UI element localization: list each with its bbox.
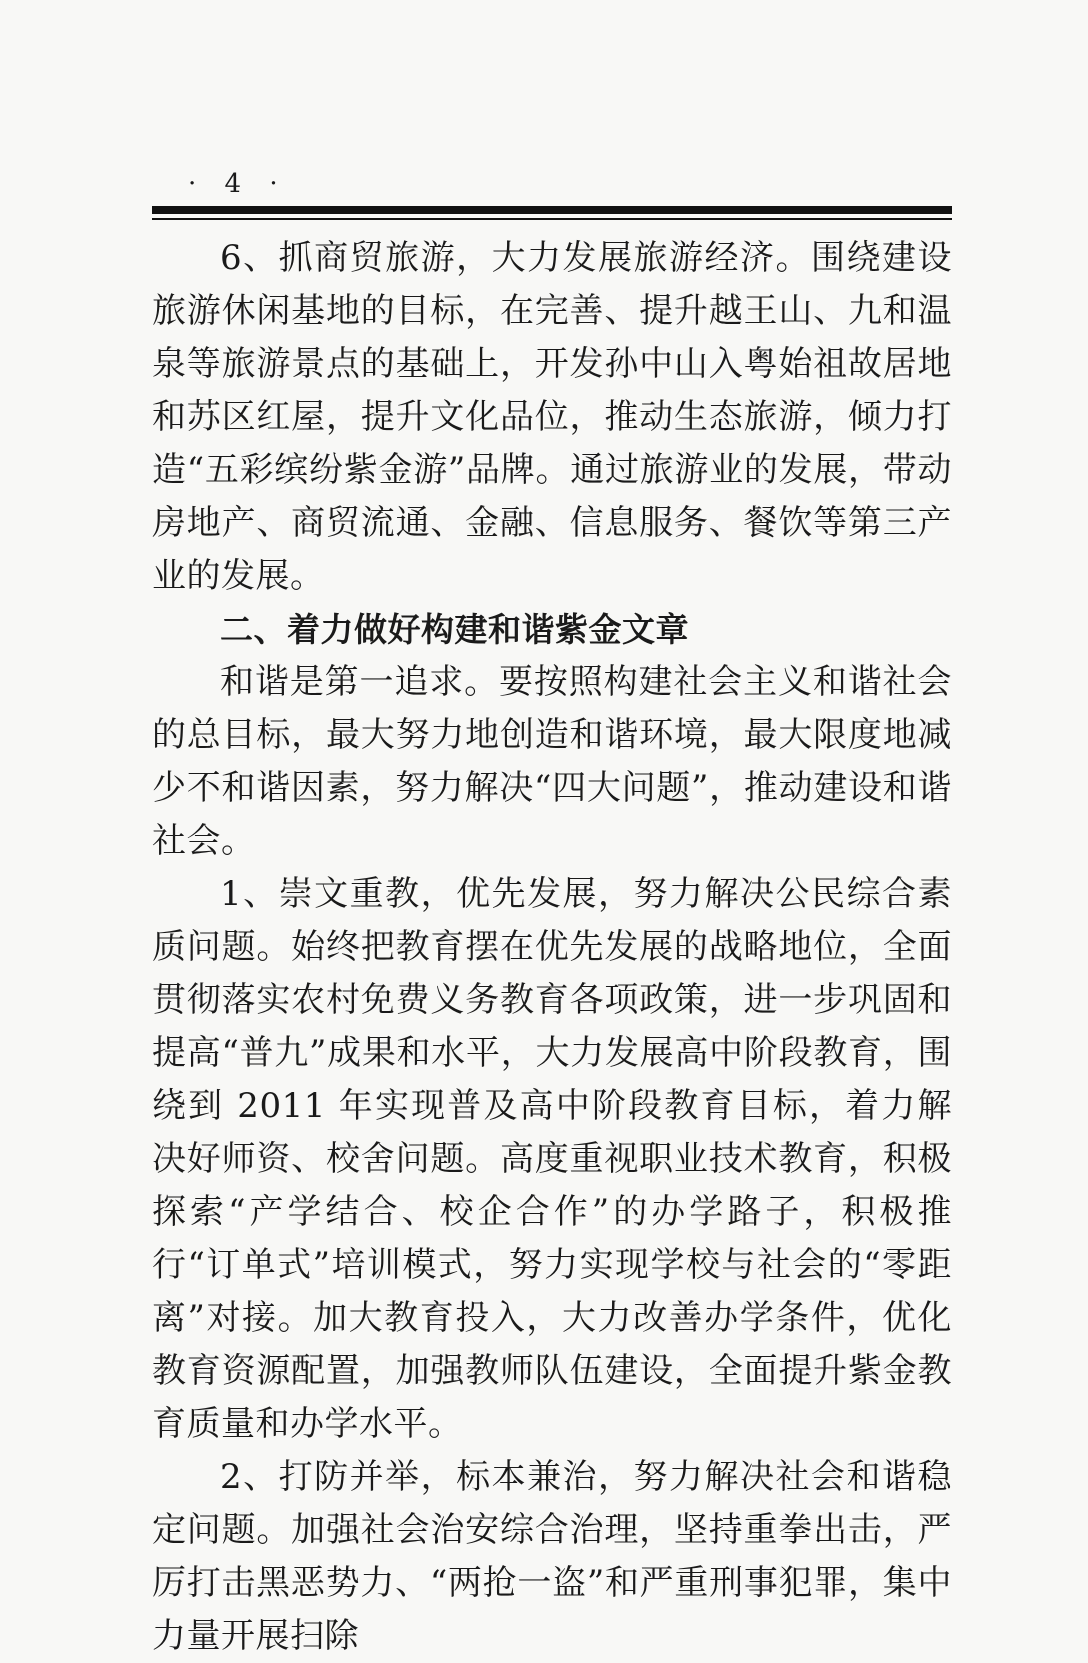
section-heading: 二、着力做好构建和谐紫金文章	[220, 610, 689, 649]
page-body	[152, 232, 952, 1663]
paragraph-tourism: 6、抓商贸旅游，大力发展旅游经济。围绕建设旅游休闲基地的目标，在完善、提升越王山、九和温泉等旅游景点的基础上，开发孙中山入粤始祖故居地和苏区红屋，提升文化品位，推动生态旅游，倾力打造“五彩缤纷紫金游”品牌。通过旅游业的发展，带动房地产、商贸流通、金融、信息服务、餐饮等第三产业的发展。	[152, 238, 952, 596]
paragraph-education: 1、崇文重教，优先发展，努力解决公民综合素质问题。始终把教育摆在优先发展的战略地位，全面贯彻落实农村免费义务教育各项政策，进一步巩固和提高“普九”成果和水平，大力发展高中阶段教育，围绕到 2011 年实现普及高中阶段教育目标，着力解决好师资、校舍问题。高度重视职业技术教育，积极探索“产学结合、校企合作”的办学路子，积极推行“订单式”培训模式，努力实现学校与社会的“零距离”对接。加大教育投入，大力改善办学条件，优化教育资源配置，加强教师队伍建设，全面提升紫金教育质量和办学水平。	[152, 874, 952, 1444]
paragraph-security: 2、打防并举，标本兼治，努力解决社会和谐稳定问题。加强社会治安综合治理，坚持重拳出击，严厉打击黑恶势力、“两抢一盗”和严重刑事犯罪，集中力量开展扫除	[152, 1457, 952, 1656]
paragraph-harmony-intro: 和谐是第一追求。要按照构建社会主义和谐社会的总目标，最大努力地创造和谐环境，最大限度地减少不和谐因素，努力解决“四大问题”，推动建设和谐社会。	[152, 662, 952, 861]
page-number: · 4 ·	[188, 169, 288, 199]
header-rule-thick	[152, 206, 952, 214]
header-rule-thin	[152, 218, 952, 220]
